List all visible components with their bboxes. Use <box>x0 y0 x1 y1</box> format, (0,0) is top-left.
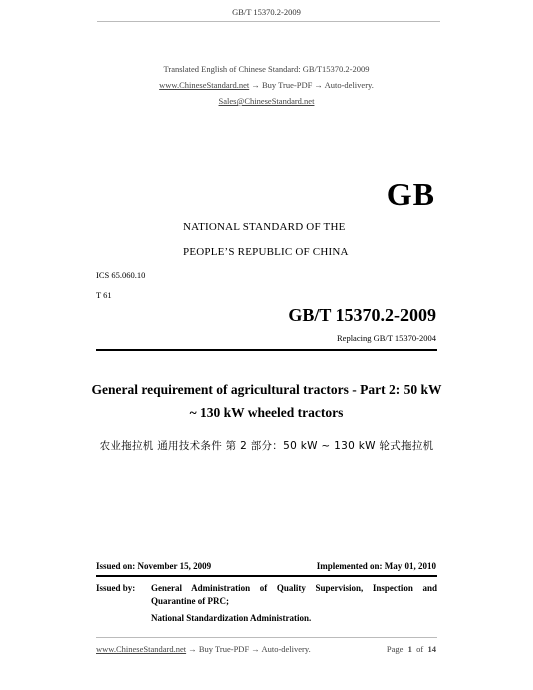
implemented-date: Implemented on: May 01, 2010 <box>316 561 436 571</box>
translation-line: Translated English of Chinese Standard: GB/T15370.2-2009 <box>163 64 370 74</box>
dates-divider <box>96 575 437 577</box>
sales-email-link[interactable]: Sales@ChineseStandard.net <box>218 96 315 106</box>
sales-line <box>0 96 533 106</box>
national-standard-line1: NATIONAL STANDARD OF THE <box>183 221 346 233</box>
page-of: of <box>416 644 424 654</box>
title-line1: General requirement of agricultural tractors - Part 2: 50 kW <box>91 382 442 397</box>
issuer-line3: National Standardization Administration. <box>151 613 312 623</box>
promo-line <box>0 80 533 90</box>
issued-date: Issued on: November 15, 2009 <box>96 561 212 571</box>
page-number <box>387 644 436 654</box>
page-label: Page <box>386 644 404 654</box>
page-header: GB/T 15370.2-2009 <box>232 7 301 17</box>
category-code: T 61 <box>96 290 112 300</box>
footer-divider <box>96 637 437 638</box>
issuer-line1: General Administration of Quality Supervision, Inspection and <box>151 583 437 593</box>
title-line2: ~ 130 kW wheeled tractors <box>189 405 344 420</box>
national-standard-line2: PEOPLE’S REPUBLIC OF CHINA <box>183 246 349 258</box>
footer-site-link[interactable]: www.ChineseStandard.net <box>96 644 187 654</box>
standard-number: GB/T 15370.2-2009 <box>288 305 436 325</box>
ics-code: ICS 65.060.10 <box>96 270 146 280</box>
page-current: 1 <box>407 644 412 654</box>
replacing-note: Replacing GB/T 15370-2004 <box>337 333 436 343</box>
chinese-title: 农业拖拉机 通用技术条件 第 2 部分：50 kW ~ 130 kW 轮式拖拉机 <box>99 440 434 452</box>
page-total: 14 <box>427 644 436 654</box>
site-link[interactable]: www.ChineseStandard.net <box>159 80 250 90</box>
gb-mark: GB <box>386 176 435 212</box>
issuer-line2: Quarantine of PRC; <box>151 596 229 606</box>
header-divider <box>97 21 440 22</box>
issued-by-label: Issued by: <box>96 583 136 593</box>
promo-text: → Buy True-PDF → Auto-delivery. <box>249 80 374 90</box>
footer-promo-text: → Buy True-PDF → Auto-delivery. <box>186 644 311 654</box>
footer-promo <box>96 644 311 654</box>
title-divider <box>96 349 437 351</box>
